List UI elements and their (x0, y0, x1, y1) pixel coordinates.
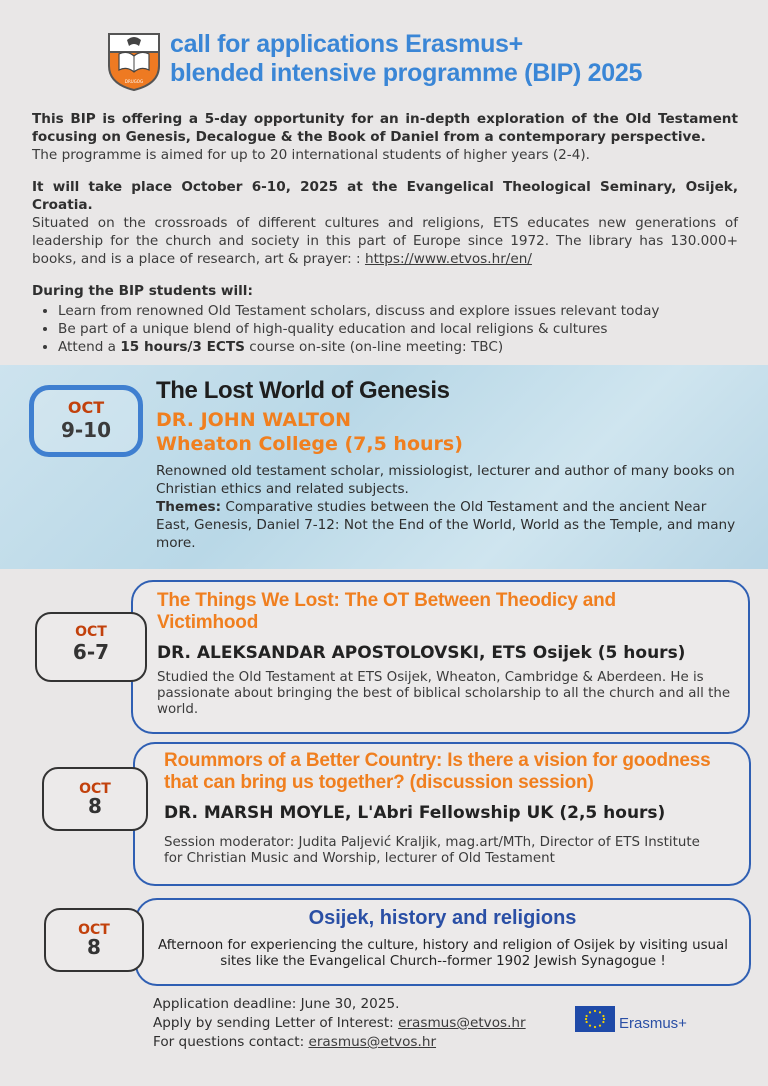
ets-website-link[interactable]: https://www.etvos.hr/en/ (364, 251, 532, 267)
bip-list-title: During the BIP students will: (32, 283, 253, 299)
session1-title: The Lost World of Genesis (156, 377, 450, 404)
apply-line: Apply by sending Letter of Interest: erasmus@etvos.hr (153, 1015, 526, 1031)
session3-date-badge (42, 767, 148, 831)
session1-speaker-block (156, 408, 463, 456)
session2-days: 6-7 (72, 640, 110, 664)
intro-p1-bold: This BIP is offering a 5-day opportunity for an in-depth exploration of the Old Testament focusing on Genesis, Decalogue & the Book of Daniel from a contemporary perspective. (32, 111, 738, 145)
footer-contact (153, 995, 526, 1052)
session2-date-badge (35, 612, 147, 682)
svg-text:DRUGOG: DRUGOG (124, 79, 144, 84)
session2-title: The Things We Lost: The OT Between Theodicy and Victimhood (157, 590, 616, 633)
intro-p2-text: Situated on the crossroads of different cultures and religions, ETS educates new generations of leadership for the church and society in this part of Europe since 1972. The library has 130.000+ books, and is a place of research, art & prayer: : (32, 215, 738, 267)
session4-description: Afternoon for experiencing the culture, history and religion of Osijek by visiting usual sites like the Evangelical Church--former 1902 Jewish Synagogue ! (158, 938, 728, 969)
contact-line: For questions contact: erasmus@etvos.hr (153, 1034, 437, 1050)
intro-p2-bold: It will take place October 6-10, 2025 at the Evangelical Theological Seminary, Osijek, Croatia. (32, 179, 738, 213)
session4-days: 8 (87, 935, 101, 959)
session1-themes: Comparative studies between the Old Testament and the ancient Near East, Genesis, Daniel 7-12: Not the End of the World, World as the Temple, and many more. (156, 499, 736, 551)
session4-date-badge (44, 908, 144, 972)
session3-speaker: DR. MARSH MOYLE, L'Abri Fellowship UK (2,5 hours) (164, 803, 666, 823)
session1-themes-label: Themes: (156, 499, 222, 515)
list-item: • Be part of a unique blend of high-quality education and local religions & cultures (58, 320, 738, 338)
contact-email-link[interactable]: erasmus@etvos.hr (308, 1034, 437, 1050)
apply-email-link[interactable]: erasmus@etvos.hr (398, 1015, 526, 1031)
session3-days: 8 (88, 794, 102, 818)
header-title (170, 30, 642, 88)
application-deadline: Application deadline: June 30, 2025. (153, 996, 400, 1012)
session1-date-badge (29, 385, 143, 457)
session1-desc-text: Renowned old testament scholar, missiologist, lecturer and author of many books on Christian ethics and related subjects. (156, 463, 735, 497)
session1-speaker: DR. JOHN WALTON (156, 409, 352, 431)
header-title-line2: blended intensive programme (BIP) 2025 (170, 59, 643, 87)
ets-logo-icon (107, 32, 161, 92)
session3-title: Roummors of a Better Country: Is there a vision for goodness that can bring us together? (discussion session) (164, 750, 711, 793)
session2-month: OCT (75, 624, 107, 640)
session2-speaker: DR. ALEKSANDAR APOSTOLOVSKI, ETS Osijek (5 hours) (157, 643, 686, 663)
bip-list-items (32, 302, 738, 356)
list-item: • Learn from renowned Old Testament scholars, discuss and explore issues relevant today (58, 302, 738, 320)
session1-month: OCT (67, 398, 105, 417)
intro-paragraph-1 (32, 110, 738, 164)
session1-description (156, 462, 736, 552)
intro-p1-text: The programme is aimed for up to 20 international students of higher years (2-4). (32, 147, 590, 163)
eu-flag-icon (575, 1006, 615, 1032)
session4-month: OCT (78, 922, 110, 938)
session3-description: Session moderator: Judita Paljević Kraljik, mag.art/MTh, Director of ETS Institute for Christian Music and Worship, lecturer of Old Testament (164, 835, 700, 866)
header-title-line1: call for applications Erasmus+ (170, 30, 523, 58)
erasmus-plus-label: Erasmus+ (619, 1015, 687, 1032)
session1-affiliation: Wheaton College (7,5 hours) (156, 433, 463, 455)
session2-description: Studied the Old Testament at ETS Osijek, Wheaton, Cambridge & Aberdeen. He is passionate about bringing the best of biblical scholarship to all the church and all the world. (157, 670, 731, 717)
session3-month: OCT (79, 781, 111, 797)
bip-list (32, 282, 738, 356)
list-item: • Attend a 15 hours/3 ECTS course on-site (on-line meeting: TBC) (58, 338, 738, 356)
intro-paragraph-2 (32, 178, 738, 268)
session1-days: 9-10 (60, 418, 112, 442)
intro-section (32, 110, 738, 356)
session4-title: Osijek, history and religions (308, 907, 577, 929)
